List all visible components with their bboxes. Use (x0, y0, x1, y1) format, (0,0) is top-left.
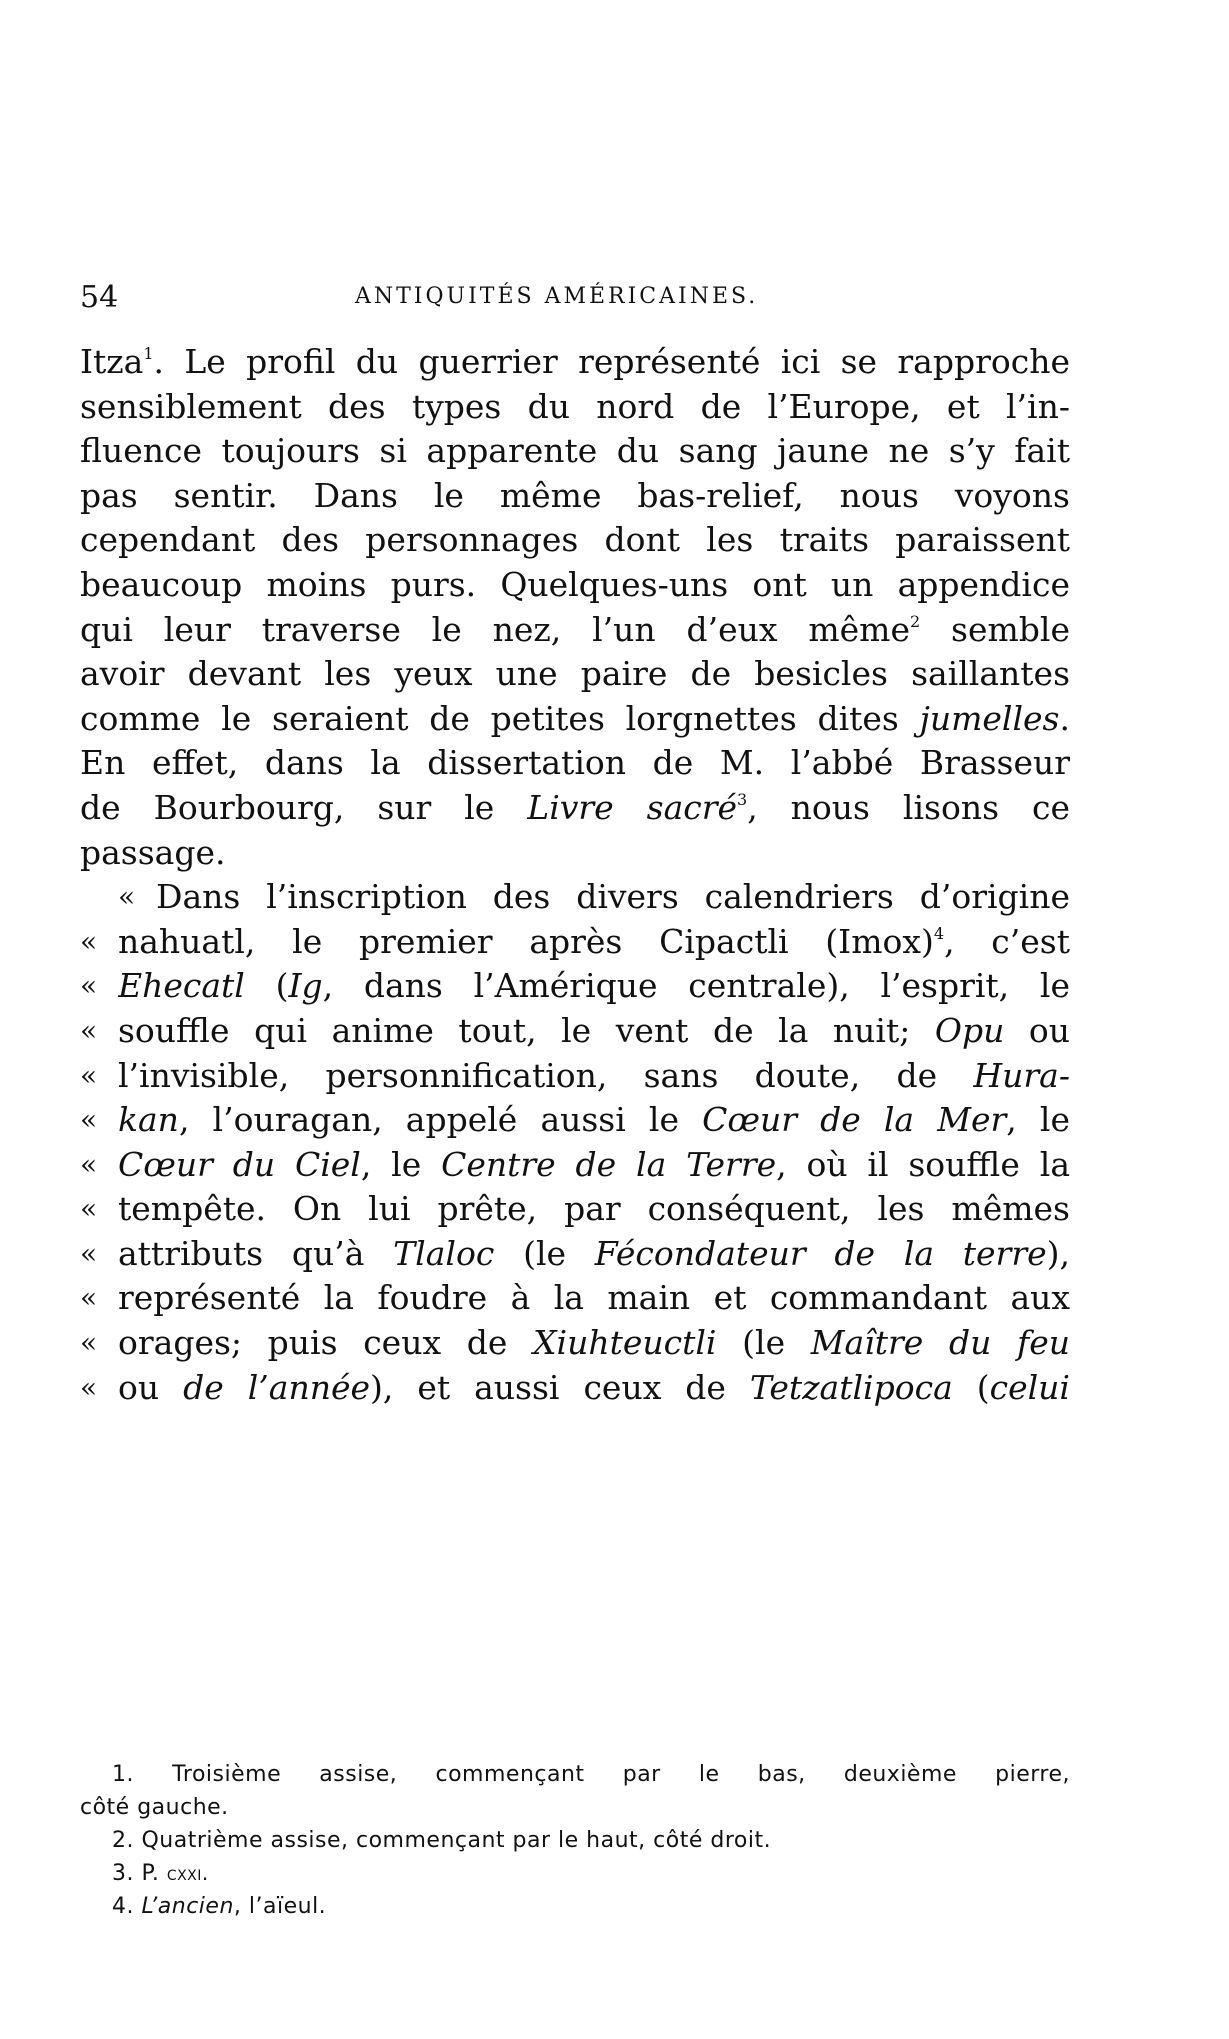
quote-mark: « (118, 880, 136, 914)
quote-line (80, 1276, 1070, 1321)
quote-mark: « (80, 1370, 98, 1404)
footnote-ref-4[interactable]: 4 (933, 923, 945, 943)
italic-term: Hura- (973, 1055, 1070, 1095)
footnote-2: 2. Quatrième assise, commençant par le haut, côté droit. (112, 1828, 772, 1853)
text-span (118, 920, 1070, 965)
text-span: , nous lisons ce (747, 787, 1070, 827)
text-span: tempête. On lui prête, par conséquent, les mêmes (118, 1189, 1070, 1229)
text-span: , dans l’Amérique centrale), l’esprit, le (322, 966, 1070, 1006)
quote-mark: « (80, 1103, 98, 1137)
italic-title: Livre sacré (527, 787, 738, 827)
quote-mark: « (80, 924, 98, 958)
quote-line (80, 1187, 1070, 1232)
text-span: ), et aussi ceux de (370, 1367, 750, 1407)
text-span: ( (244, 966, 289, 1006)
text-span: . (1059, 698, 1070, 738)
text-span: l’invisible, personnification, sans doute, de (118, 1055, 974, 1095)
text-span: Itza (80, 342, 144, 381)
italic-term: Fécondateur de la terre (594, 1233, 1047, 1273)
text-span: , c’est (944, 921, 1070, 961)
text-line (80, 340, 1070, 385)
text-line: En effet, dans la dissertation de M. l’abbé Brasseur (80, 743, 1070, 783)
quote-mark: « (80, 1013, 98, 1047)
text-span (118, 964, 1070, 1009)
quote-mark: « (80, 1058, 98, 1092)
italic-term: Ig (288, 966, 323, 1006)
footnotes (80, 1758, 1070, 1923)
text-span: ), (1046, 1233, 1070, 1273)
text-span: souffle qui anime tout, le vent de la nuit; (118, 1010, 935, 1050)
text-span (118, 1098, 1070, 1143)
italic-term: Tetzatlipoca (749, 1367, 953, 1407)
quote-line (80, 964, 1070, 1009)
text-span: 3. P. (112, 1861, 167, 1886)
text-line (80, 608, 1070, 653)
quote-mark: « (80, 1236, 98, 1270)
text-line: pas sentir. Dans le même bas-relief, nous voyons (80, 475, 1070, 515)
quote-line (80, 1321, 1070, 1366)
page-number: 54 (80, 280, 119, 315)
footnote-4 (80, 1890, 1070, 1923)
footnote-ref-2[interactable]: 2 (910, 611, 921, 631)
quote-line (80, 1009, 1070, 1054)
quote-line (80, 1098, 1070, 1143)
text-span: ou (1004, 1010, 1070, 1050)
text-line: fluence toujours si apparente du sang jaune ne s’y fait (80, 431, 1070, 471)
text-line: sensiblement des types du nord de l’Europe, et l’in- (80, 386, 1070, 426)
quote-mark: « (80, 1147, 98, 1181)
text-line (80, 786, 1070, 831)
quote-mark: « (80, 1326, 98, 1360)
roman-page-number: cxxi. (166, 1861, 209, 1885)
quote-mark: « (80, 1192, 98, 1226)
quote-line (80, 1366, 1070, 1411)
text-span: , l’aïeul. (233, 1894, 327, 1919)
text-span: qui leur traverse le nez, l’un d’eux même (80, 609, 910, 649)
quote-line (80, 875, 1070, 920)
italic-term: Centre de la Terre (441, 1144, 777, 1184)
text-span: 4. (112, 1894, 142, 1919)
italic-term: celui (989, 1367, 1070, 1407)
quote-line (80, 1143, 1070, 1188)
text-span: Dans l’inscription des divers calendriers d’origine (156, 877, 1070, 917)
text-span: . Le profil du guerrier représenté ici se rapproche (153, 342, 1070, 381)
quote-line (80, 1054, 1070, 1099)
quote-mark: « (80, 1281, 98, 1315)
italic-term: Cœur du Ciel (118, 1144, 361, 1184)
footnote-3 (80, 1857, 1070, 1890)
footnote-ref-1[interactable]: 1 (143, 344, 154, 363)
text-span (118, 1321, 1070, 1366)
text-span: (le (494, 1233, 595, 1273)
text-line: cependant des personnages dont les traits paraissent (80, 520, 1070, 560)
italic-term: Tlaloc (393, 1233, 495, 1273)
text-span: , où il souffle la (776, 1144, 1070, 1184)
running-head (80, 280, 1070, 320)
body-text (80, 340, 1070, 1410)
text-span: représenté la foudre à la main et commandant aux (118, 1278, 1070, 1318)
running-title: ANTIQUITÉS AMÉRICAINES. (355, 284, 759, 309)
text-span: ( (952, 1367, 990, 1407)
text-span: , l’ouragan, appelé aussi le (178, 1100, 703, 1140)
quote-mark: « (80, 969, 98, 1003)
text-span (118, 1143, 1070, 1188)
text-span: comme le seraient de petites lorgnettes dites (80, 698, 920, 738)
italic-term: jumelles (919, 698, 1060, 738)
text-span (118, 1232, 1070, 1277)
footnote-1: 1. Troisième assise, commençant par le bas, deuxième pierre, (112, 1762, 1070, 1787)
italic-term: Xiuhteuctli (533, 1323, 717, 1363)
italic-term: Maître du feu (810, 1323, 1070, 1363)
text-span: , le (1006, 1100, 1070, 1140)
text-span (118, 1366, 1070, 1411)
text-span: (le (716, 1323, 811, 1363)
italic-term: Ehecatl (118, 966, 245, 1006)
text-span: attributs qu’à (118, 1233, 394, 1273)
text-span (118, 1054, 1070, 1099)
text-span (118, 1009, 1070, 1054)
text-line: avoir devant les yeux une paire de besicles saillantes (80, 654, 1070, 694)
italic-term: Cœur de la Mer (702, 1100, 1007, 1140)
text-line: beaucoup moins purs. Quelques-uns ont un appendice (80, 564, 1070, 604)
footnote-1-continuation: côté gauche. (80, 1795, 229, 1820)
italic-term: Opu (934, 1010, 1005, 1050)
text-line (80, 697, 1070, 742)
quote-line (80, 1232, 1070, 1277)
text-span: , le (360, 1144, 442, 1184)
text-span: ou (118, 1367, 184, 1407)
italic-term: de l’année (183, 1367, 371, 1407)
text-span: orages; puis ceux de (118, 1323, 534, 1363)
text-span: nahuatl, le premier après Cipactli (Imox) (118, 921, 934, 961)
footnote-ref-3[interactable]: 3 (737, 789, 748, 809)
quote-line (80, 920, 1070, 965)
text-line: passage. (80, 832, 226, 872)
italic-term: kan (118, 1100, 179, 1140)
italic-term: L’ancien (141, 1894, 234, 1919)
text-span: semble (920, 609, 1070, 649)
text-span: de Bourbourg, sur le (80, 787, 528, 827)
